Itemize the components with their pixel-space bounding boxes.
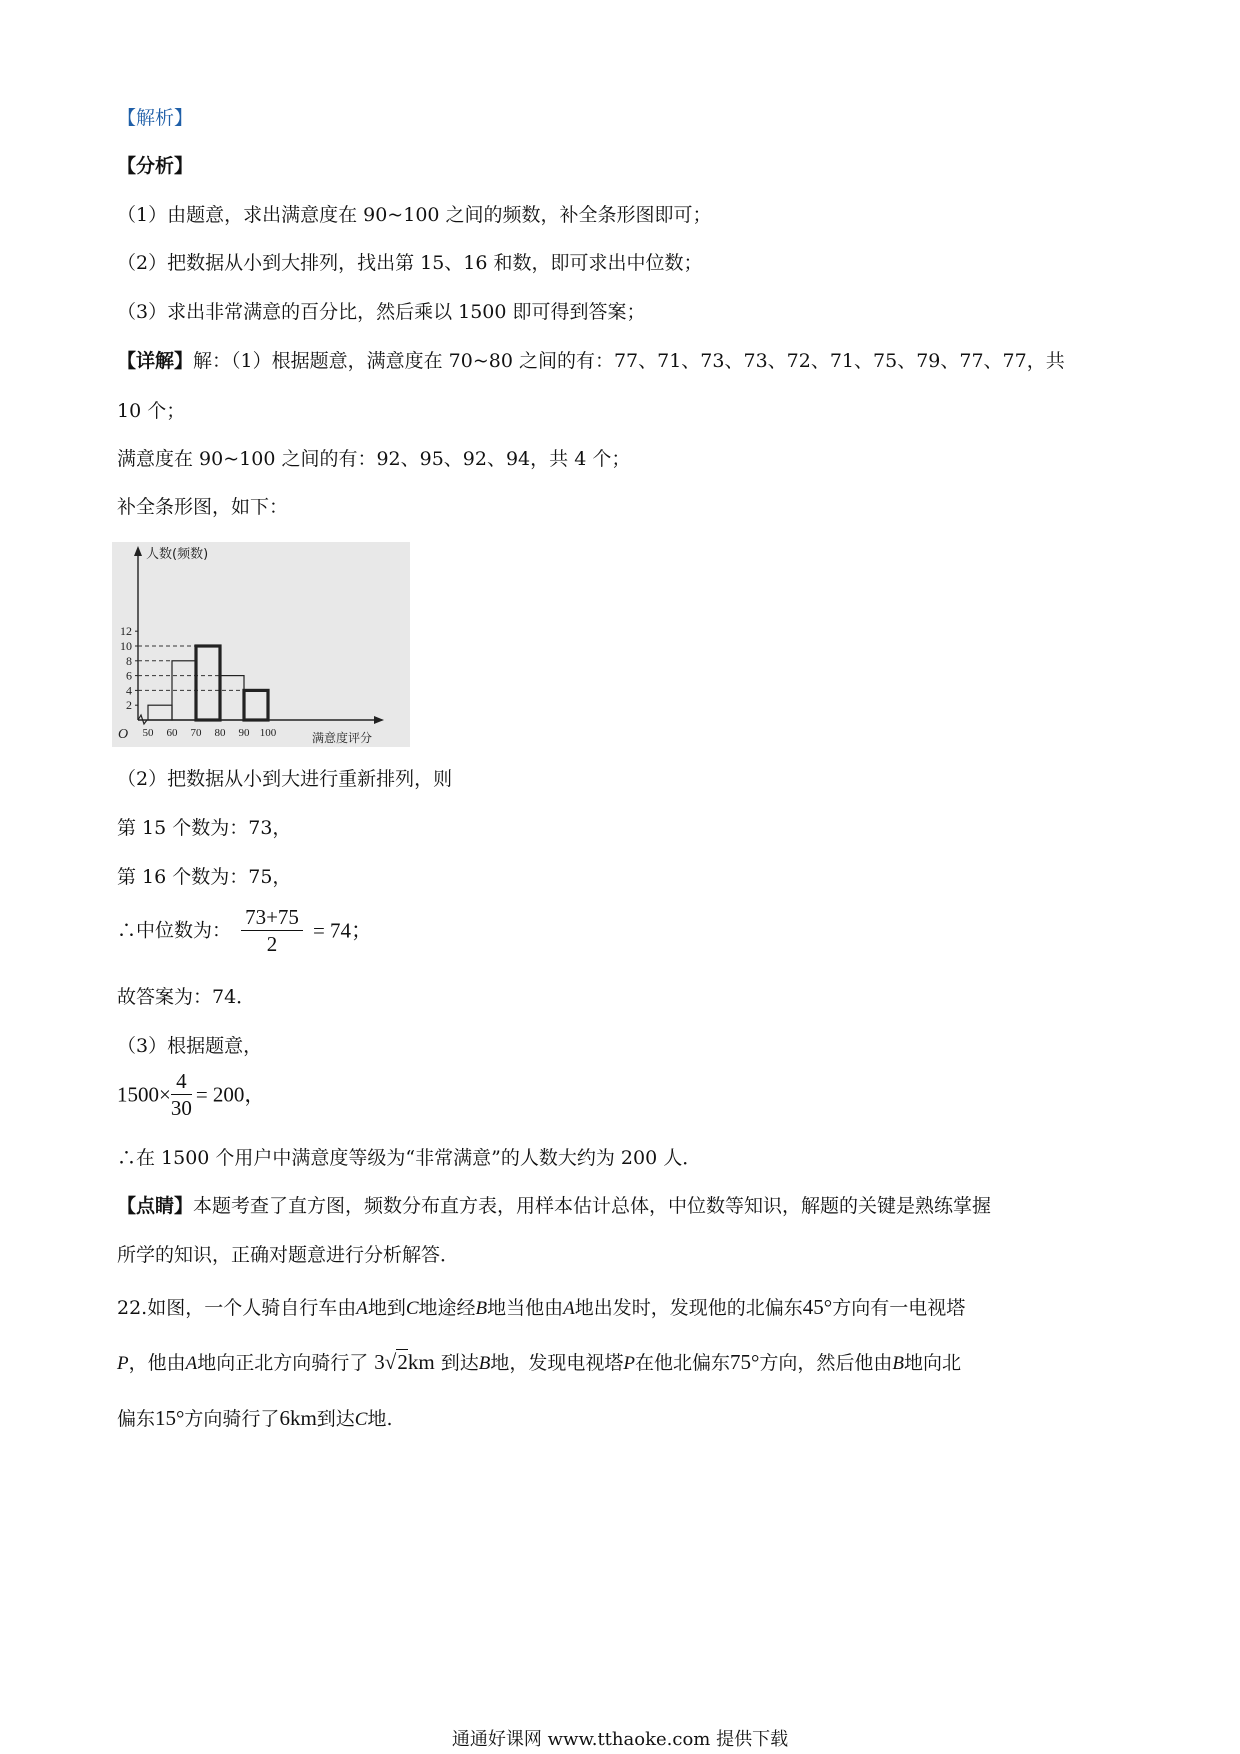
median-denominator: 2 (266, 932, 278, 956)
dianjing-label: 【点睛】 (117, 1195, 194, 1217)
p22-text: 地途经 (418, 1297, 476, 1319)
distance-3-sqrt2-km (374, 1349, 434, 1374)
p22-text: 到达 (316, 1408, 355, 1430)
point-a: A (563, 1298, 575, 1319)
median-numerator: 73+75 (241, 904, 303, 931)
fenxi-item-3: （3）求出非常满意的百分比，然后乘以 1500 即可得到答案； (117, 301, 646, 323)
y-tick-label: 4 (126, 683, 132, 698)
part2-15th: 第 15 个数为：73， (117, 817, 292, 839)
point-b: B (478, 1353, 491, 1374)
part2-intro: （2）把数据从小到大进行重新排列，则 (117, 768, 453, 790)
distance-6km: 6km (279, 1406, 317, 1430)
part2-median-line (117, 904, 372, 957)
fenxi-item-1: （1）由题意，求出满意度在 90~100 之间的频数，补全条形图即可； (117, 204, 712, 226)
p22-text: 方向有一电视塔 (832, 1297, 966, 1319)
part2-16th: 第 16 个数为：75， (117, 866, 292, 888)
part3-fraction (171, 1068, 192, 1121)
p22-text: 偏东 (117, 1408, 156, 1430)
xiangjie-line-1 (117, 348, 1065, 374)
part3-result: = 200， (195, 1082, 266, 1107)
part3-numerator: 4 (171, 1068, 192, 1095)
dianjing-line-1 (117, 1193, 991, 1219)
origin-label: O (118, 727, 129, 742)
point-p: P (117, 1353, 129, 1374)
part3-lhs: 1500× (117, 1082, 171, 1107)
p22-text: 地，发现电视塔 (490, 1352, 624, 1374)
page-footer: 通通好课网 www.tthaoke.com 提供下载 (451, 1729, 789, 1750)
dist-coef: 3 (374, 1350, 385, 1374)
median-fraction (241, 904, 303, 957)
xiangjie-label: 【详解】 (117, 350, 194, 372)
point-b: B (475, 1298, 488, 1319)
p22-text: 地出发时，发现他的北偏东 (574, 1297, 803, 1319)
median-result: = 74； (312, 918, 373, 943)
p22-text: 方向骑行了 (184, 1408, 280, 1430)
part3-conclusion: ∴在 1500 个用户中满意度等级为“非常满意”的人数大约为 200 人． (117, 1147, 702, 1169)
section-fenxi: 【分析】 (117, 155, 194, 177)
xiangjie-line-4: 补全条形图，如下： (117, 496, 289, 518)
p22-text: 在他北偏东 (634, 1352, 730, 1374)
x-tick-label: 80 (214, 727, 226, 739)
xiangjie-line-3: 满意度在 90~100 之间的有：92、95、92、94，共 4 个； (117, 448, 631, 470)
problem22-line-3 (117, 1405, 393, 1433)
section-jiexi: 【解析】 (117, 107, 194, 129)
p22-text: 地到 (367, 1297, 406, 1319)
point-a: A (185, 1353, 198, 1374)
y-tick-label: 12 (120, 624, 132, 639)
histogram-bar (148, 705, 172, 720)
histogram-bar (244, 690, 268, 720)
x-axis-label: 满意度评分 (312, 731, 373, 745)
p22-text: 方向，然后他由 (759, 1352, 893, 1374)
angle-45: 45° (802, 1295, 833, 1319)
part3-calc-line (117, 1068, 265, 1121)
x-axis-arrow (374, 716, 384, 724)
x-tick-label: 70 (190, 727, 202, 739)
problem22-line-2 (117, 1349, 961, 1377)
sqrt-sign: √ (384, 1350, 397, 1374)
p22-text: ，他由 (128, 1352, 186, 1374)
dist-unit: km (407, 1350, 435, 1374)
histogram-chart (112, 542, 410, 747)
histogram-bar (196, 646, 220, 720)
p22-text: 22.如图，一个人骑自行车由 (117, 1297, 357, 1319)
part2-answer: 故答案为：74． (117, 986, 256, 1008)
point-a: A (356, 1298, 368, 1319)
xiangjie-text-1a: 解：（1）根据题意，满意度在 70~80 之间的有：77、71、73、73、72、71、75、79、77、77，共 (193, 350, 1065, 372)
x-tick-label: 50 (142, 727, 154, 739)
x-tick-label: 60 (166, 727, 178, 739)
p22-text: 地. (367, 1408, 393, 1430)
y-tick-label: 6 (126, 668, 132, 683)
point-p: P (623, 1353, 635, 1374)
xiangjie-line-2: 10 个； (117, 400, 186, 422)
y-axis-arrow (134, 546, 142, 556)
y-axis-label: 人数(频数) (146, 547, 209, 562)
fenxi-item-2: （2）把数据从小到大排列，找出第 15、16 和数，即可求出中位数； (117, 252, 703, 274)
y-tick-label: 2 (126, 698, 132, 713)
p22-text: 地向正北方向骑行了 (197, 1352, 369, 1374)
angle-15: 15° (155, 1406, 185, 1430)
p22-text: 到达 (440, 1352, 479, 1374)
part3-denominator: 30 (170, 1096, 192, 1120)
x-tick-label: 90 (238, 727, 250, 739)
histogram-bar (220, 676, 244, 720)
problem22-line-1 (117, 1294, 965, 1322)
angle-75: 75° (729, 1350, 760, 1374)
dianjing-text-a: 本题考查了直方图，频数分布直方表，用样本估计总体，中位数等知识，解题的关键是熟练掌握 (193, 1195, 992, 1217)
point-c: C (354, 1409, 368, 1430)
y-tick-label: 10 (120, 639, 132, 653)
part3-intro: （3）根据题意， (117, 1035, 263, 1057)
point-c: C (405, 1298, 419, 1319)
x-tick-label: 100 (259, 727, 277, 739)
median-prefix: ∴中位数为： (117, 919, 232, 942)
y-tick-label: 8 (126, 653, 132, 668)
dist-radicand: 2 (397, 1350, 408, 1374)
p22-text: 地向北 (904, 1352, 962, 1374)
point-b: B (892, 1353, 905, 1374)
p22-text: 地当他由 (487, 1297, 564, 1319)
dianjing-line-2: 所学的知识，正确对题意进行分析解答． (117, 1244, 460, 1266)
